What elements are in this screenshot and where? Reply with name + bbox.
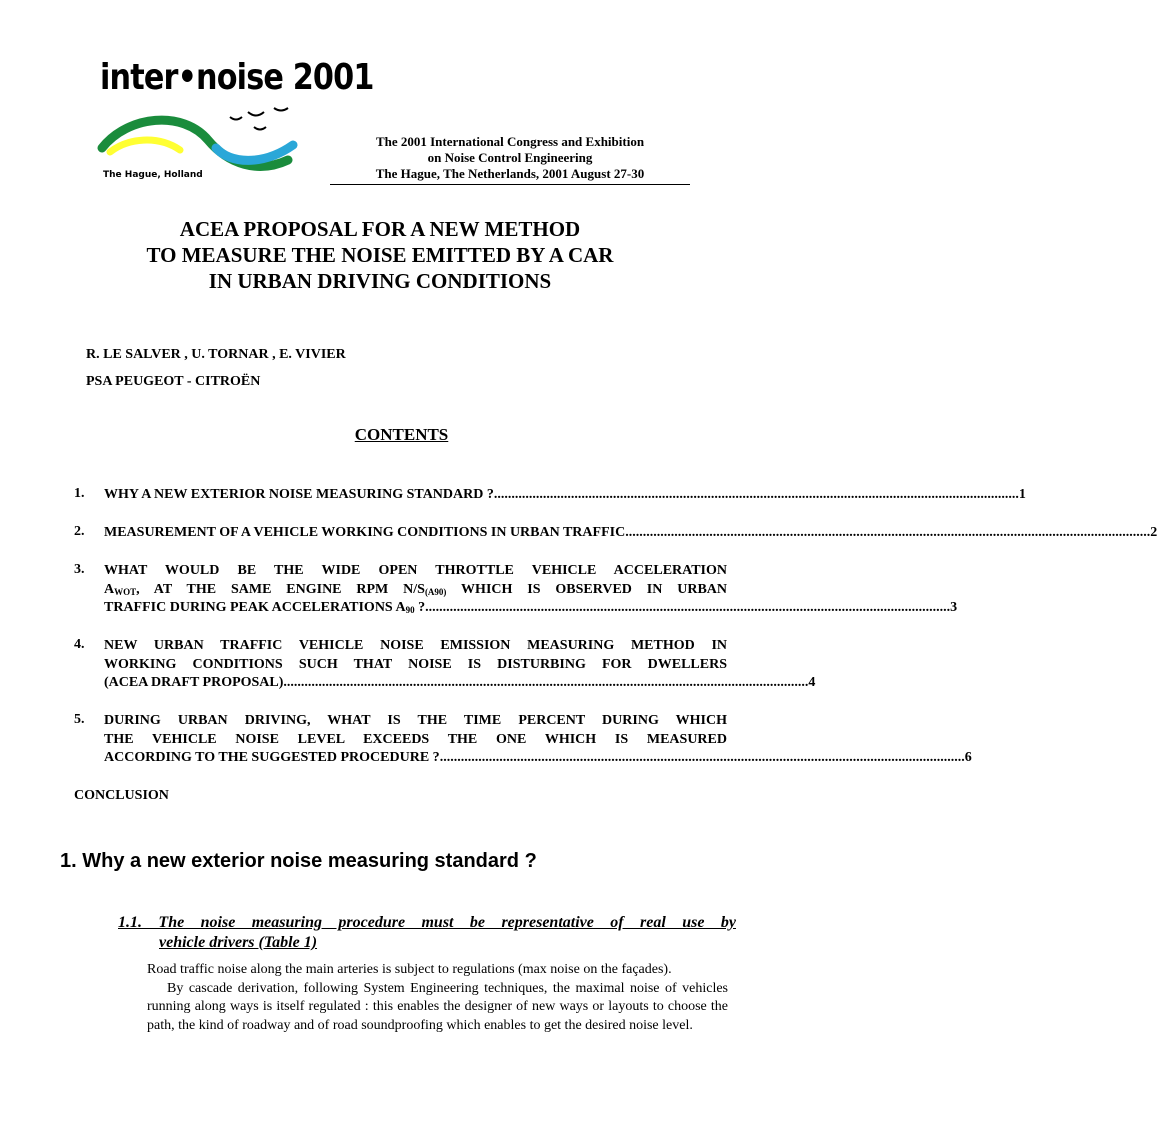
logo-mark-4 (254, 127, 266, 130)
contents-heading: CONTENTS (354, 425, 449, 444)
toc-item-text: TRAFFIC DURING PEAK ACCELERATIONS $A_{90}$ ? (104, 600, 426, 616)
toc-page-number: 1 (1018, 487, 1026, 502)
paper-title (80, 216, 680, 294)
title-line-1: ACEA PROPOSAL FOR A NEW METHOD (179, 217, 581, 241)
logo-mark-2 (248, 112, 264, 116)
affiliation: PSA PEUGEOT - CITROËN (86, 374, 261, 389)
toc-item-line: THE VEHICLE NOISE LEVEL EXCEEDS THE ONE WHICH IS MEASURED (104, 731, 727, 747)
conference-line-2: on Noise Control Engineering (427, 150, 593, 165)
toc-item-text: MEASUREMENT OF A VEHICLE WORKING CONDITIONS IN URBAN TRAFFIC (104, 525, 626, 540)
toc-item-line: $A_{WOT}$, AT THE SAME ENGINE RPM $N/S_{(A90)}$ WHICH IS OBSERVED IN URBAN (104, 581, 727, 597)
logo-mark-3 (274, 108, 288, 111)
conference-line-1: The 2001 International Congress and Exhibition (375, 134, 645, 149)
conference-info (330, 134, 690, 182)
toc-item-line: WHAT WOULD BE THE WIDE OPEN THROTTLE VEHICLE ACCELERATION (104, 563, 727, 578)
toc-conclusion[interactable]: CONCLUSION (74, 788, 169, 803)
logo-location-text: The Hague, Holland (103, 170, 203, 180)
toc-number: 1. (74, 486, 85, 501)
toc-item-4[interactable] (104, 637, 816, 693)
toc-item-text: (ACEA DRAFT PROPOSAL) (104, 675, 284, 691)
paragraph: Road traffic noise along the main arteries is subject to regulations (max noise on the façades). (147, 962, 672, 977)
toc-number: 4. (74, 637, 85, 652)
subsection-heading-line-2: vehicle drivers (Table 1) (159, 934, 318, 951)
conference-logo-wordmark: inter•noise 2001 (100, 57, 374, 98)
conference-logo-graphic (88, 100, 318, 180)
authors: R. LE SALVER , U. TORNAR , E. VIVIER (86, 347, 346, 362)
toc-leader: ...................................................................................................................................................... (493, 487, 1019, 502)
title-line-2: TO MEASURE THE NOISE EMITTED BY A CAR (146, 243, 614, 267)
toc-page-number: 6 (964, 750, 972, 766)
toc-item-3[interactable] (104, 562, 958, 618)
toc-item-2[interactable] (104, 524, 1157, 543)
toc-page-number: 3 (950, 600, 958, 616)
logo-mark-1 (230, 117, 242, 120)
toc-number: 5. (74, 712, 85, 727)
paragraph: By cascade derivation, following System Engineering techniques, the maximal noise of vehicles running along ways is itself regulated : this enables the designer of new ways or layouts to choose the path, the kind of roadway and of road soundproofing which enables to get the desired noise level. (147, 980, 728, 1034)
conference-line-3: The Hague, The Netherlands, 2001 August 27-30 (375, 166, 645, 181)
toc-page-number: 4 (808, 675, 816, 691)
toc-leader: ...................................................................................................................................................... (625, 525, 1151, 540)
section-heading: 1. Why a new exterior noise measuring standard ? (60, 850, 537, 872)
toc-item-1[interactable] (104, 486, 1026, 505)
toc-item-5[interactable] (104, 712, 972, 768)
toc-leader: ...................................................................................................................................................... (439, 750, 965, 766)
toc-item-line: NEW URBAN TRAFFIC VEHICLE NOISE EMISSION MEASURING METHOD IN (104, 638, 727, 653)
toc-page-number: 2 (1150, 525, 1157, 540)
toc-leader: ...................................................................................................................................................... (283, 675, 809, 691)
toc-leader: ...................................................................................................................................................... (425, 600, 951, 616)
logo-yellow-wave (110, 140, 180, 152)
subsection-heading-line-1: 1.1. The noise measuring procedure must be representative of real use by (118, 914, 736, 931)
header-rule (330, 184, 690, 185)
title-line-3: IN URBAN DRIVING CONDITIONS (208, 269, 552, 293)
toc-number: 2. (74, 524, 85, 539)
toc-item-text: WHY A NEW EXTERIOR NOISE MEASURING STANDARD ? (104, 487, 494, 502)
subsection-heading (118, 913, 736, 953)
toc-item-text: ACCORDING TO THE SUGGESTED PROCEDURE ? (104, 750, 440, 766)
body-text (147, 961, 728, 1036)
toc-item-line: WORKING CONDITIONS SUCH THAT NOISE IS DISTURBING FOR DWELLERS (104, 656, 727, 672)
toc-number: 3. (74, 562, 85, 577)
toc-item-line: DURING URBAN DRIVING, WHAT IS THE TIME PERCENT DURING WHICH (104, 713, 727, 728)
